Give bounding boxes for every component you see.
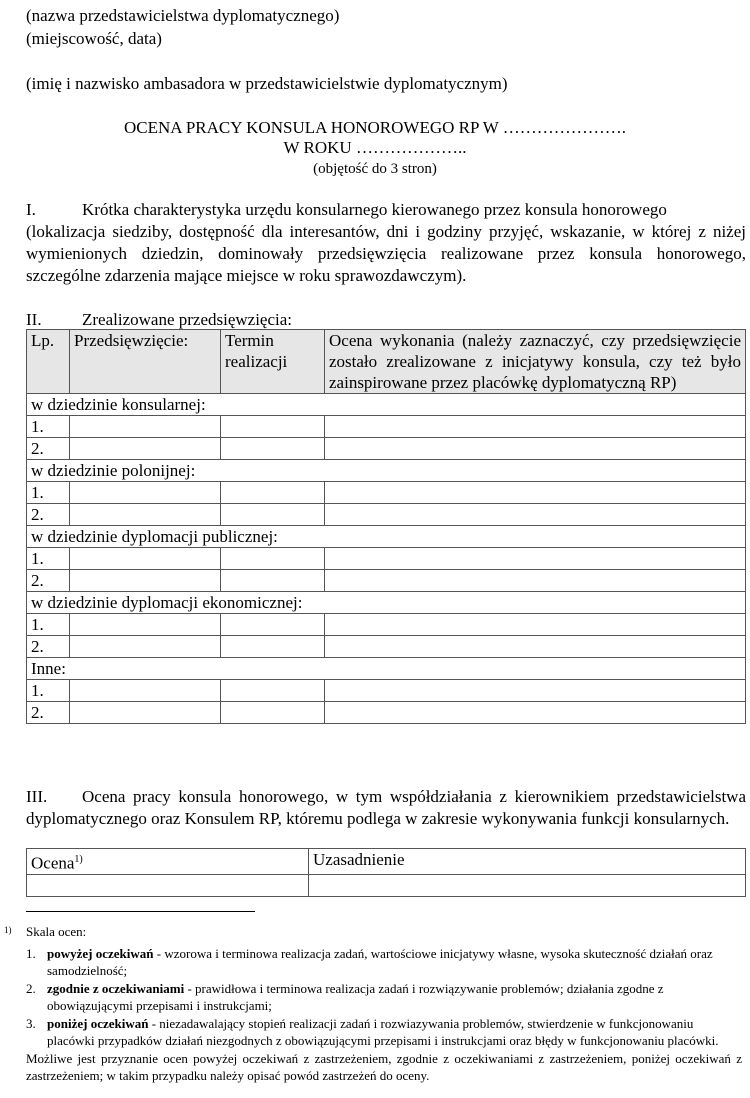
section-2-title: Zrealizowane przedsięwzięcia: bbox=[82, 310, 293, 329]
rating-description: - wzorowa i terminowa realizacja zadań, wartościowe inicjatywy własne, wysoka skuteczność działań oraz samodzielność; bbox=[47, 946, 713, 978]
group-row bbox=[27, 526, 746, 548]
assessment-cell[interactable] bbox=[325, 548, 746, 570]
section-1-text: (lokalizacja siedziby, dostępność dla interesantów, dni i godziny przyjęć, wskazanie, w której z niżej wymienionych dziedzin, dominowały przedsięwzięcia realizowane przez konsula honorowego, szczególne zdarzenia mające miejsce w roku sprawozdawczym). bbox=[26, 222, 746, 285]
table-row bbox=[27, 504, 746, 526]
project-cell[interactable] bbox=[70, 438, 221, 460]
deadline-cell[interactable] bbox=[221, 504, 325, 526]
rating-note: Możliwe jest przyznanie ocen powyżej oczekiwań z zastrzeżeniem, zgodnie z oczekiwaniami z zastrzeżeniem, poniżej oczekiwań z zastrzeżeniem; w takim przypadku należy opisać powód zastrzeżeń do oceny. bbox=[26, 1051, 742, 1083]
group-row bbox=[27, 394, 746, 416]
group-row bbox=[27, 592, 746, 614]
col-header-lp: Lp. bbox=[27, 330, 70, 394]
rating-term: poniżej oczekiwań bbox=[47, 1016, 149, 1031]
mission-name-placeholder: (nazwa przedstawicielstwa dyplomatycznego) bbox=[26, 6, 340, 25]
deadline-cell[interactable] bbox=[221, 570, 325, 592]
table-row bbox=[27, 482, 746, 504]
deadline-cell[interactable] bbox=[221, 438, 325, 460]
row-number: 2. bbox=[27, 636, 70, 658]
assessment-cell[interactable] bbox=[325, 438, 746, 460]
project-cell[interactable] bbox=[70, 416, 221, 438]
project-cell[interactable] bbox=[70, 702, 221, 724]
table-row bbox=[27, 416, 746, 438]
section-2-heading bbox=[26, 309, 292, 331]
table-row bbox=[27, 438, 746, 460]
item-number: 2. bbox=[26, 981, 36, 996]
project-cell[interactable] bbox=[70, 482, 221, 504]
assessment-cell[interactable] bbox=[325, 482, 746, 504]
col-header-deadline: Termin realizacji bbox=[221, 330, 325, 394]
document-title: OCENA PRACY KONSULA HONOROWEGO RP W …………………. bbox=[123, 118, 626, 137]
table-row bbox=[27, 680, 746, 702]
row-number: 1. bbox=[27, 482, 70, 504]
justification-cell[interactable] bbox=[309, 874, 746, 896]
projects-table bbox=[26, 329, 746, 724]
item-number: 3. bbox=[26, 1016, 36, 1031]
table-header-row bbox=[27, 330, 746, 394]
footnote-title: Skala ocen: bbox=[26, 924, 87, 939]
row-number: 2. bbox=[27, 702, 70, 724]
assessment-cell[interactable] bbox=[325, 680, 746, 702]
assessment-row bbox=[27, 874, 746, 896]
row-number: 2. bbox=[27, 570, 70, 592]
section-3-number: III. bbox=[26, 787, 48, 806]
deadline-cell[interactable] bbox=[221, 702, 325, 724]
assessment-cell[interactable] bbox=[325, 702, 746, 724]
deadline-cell[interactable] bbox=[221, 636, 325, 658]
project-cell[interactable] bbox=[70, 680, 221, 702]
project-cell[interactable] bbox=[70, 570, 221, 592]
rating-term: powyżej oczekiwań bbox=[47, 946, 154, 961]
footnote-marker: 1) bbox=[4, 925, 12, 935]
col-header-assessment: Ocena wykonania (należy zaznaczyć, czy przedsięwzięcie zostało zrealizowane z inicjatywy konsula, czy też było zainspirowane przez placówkę dyplomatyczną RP) bbox=[325, 330, 746, 394]
deadline-cell[interactable] bbox=[221, 548, 325, 570]
section-2-number: II. bbox=[26, 310, 42, 329]
rating-description: - niezadawalający stopień realizacji zadań i rozwiazywania problemów, stwierdzenie w funkcjonowaniu placówki przypadków działań niezgodnych z obowiązującymi przepisami i instrukcjami oraz błędy w funkcjonowaniu placówki. bbox=[47, 1016, 719, 1048]
section-3 bbox=[26, 786, 746, 830]
deadline-cell[interactable] bbox=[221, 680, 325, 702]
project-cell[interactable] bbox=[70, 614, 221, 636]
rating-cell[interactable] bbox=[27, 874, 309, 896]
assessment-header-row bbox=[27, 849, 746, 875]
section-3-text: Ocena pracy konsula honorowego, w tym współdziałania z kierownikiem przedstawicielstwa dyplomatycznego oraz Konsulem RP, któremu podlega w zakresie wykonywania funkcji konsularnych. bbox=[26, 787, 746, 828]
rating-description: - prawidłowa i terminowa realizacja zadań i rozwiązywanie problemów; działania zgodne z obowiązującymi przepisami i instrukcjami; bbox=[47, 981, 664, 1013]
row-number: 1. bbox=[27, 614, 70, 636]
table-row bbox=[27, 548, 746, 570]
col-header-justification: Uzasadnienie bbox=[309, 849, 746, 875]
assessment-cell[interactable] bbox=[325, 636, 746, 658]
project-cell[interactable] bbox=[70, 504, 221, 526]
group-label: w dziedzinie dyplomacji publicznej: bbox=[27, 526, 746, 548]
group-label: w dziedzinie konsularnej: bbox=[27, 394, 746, 416]
deadline-cell[interactable] bbox=[221, 482, 325, 504]
table-row bbox=[27, 702, 746, 724]
deadline-cell[interactable] bbox=[221, 614, 325, 636]
assessment-table bbox=[26, 848, 746, 897]
assessment-cell[interactable] bbox=[325, 416, 746, 438]
table-row bbox=[27, 570, 746, 592]
project-cell[interactable] bbox=[70, 548, 221, 570]
assessment-cell[interactable] bbox=[325, 504, 746, 526]
document-title-year: W ROKU ……………….. bbox=[283, 138, 467, 157]
row-number: 2. bbox=[27, 504, 70, 526]
rating-scale-list bbox=[26, 946, 742, 1084]
row-number: 1. bbox=[27, 548, 70, 570]
table-row bbox=[27, 636, 746, 658]
footnote-separator bbox=[26, 911, 255, 912]
footnote-ref: 1) bbox=[74, 854, 83, 865]
assessment-cell[interactable] bbox=[325, 570, 746, 592]
group-label: Inne: bbox=[27, 658, 746, 680]
deadline-cell[interactable] bbox=[221, 416, 325, 438]
table-row bbox=[27, 614, 746, 636]
group-label: w dziedzinie polonijnej: bbox=[27, 460, 746, 482]
col-header-project: Przedsięwzięcie: bbox=[70, 330, 221, 394]
item-number: 1. bbox=[26, 946, 36, 961]
rating-term: zgodnie z oczekiwaniami bbox=[47, 981, 185, 996]
rating-scale-item bbox=[26, 981, 742, 1014]
rating-scale-item bbox=[26, 1016, 742, 1049]
section-1-number: I. bbox=[26, 200, 36, 219]
group-row bbox=[27, 460, 746, 482]
volume-note: (objętość do 3 stron) bbox=[313, 161, 437, 177]
col-header-rating: Ocena$^{1)}$ bbox=[27, 849, 309, 875]
group-row bbox=[27, 658, 746, 680]
row-number: 1. bbox=[27, 680, 70, 702]
ambassador-placeholder: (imię i nazwisko ambasadora w przedstawicielstwie dyplomatycznym) bbox=[26, 74, 508, 93]
group-label: w dziedzinie dyplomacji ekonomicznej: bbox=[27, 592, 746, 614]
row-number: 2. bbox=[27, 438, 70, 460]
row-number: 1. bbox=[27, 416, 70, 438]
project-cell[interactable] bbox=[70, 636, 221, 658]
rating-scale-item bbox=[26, 946, 742, 979]
section-1-heading: Krótka charakterystyka urzędu konsularnego kierowanego przez konsula honorowego bbox=[82, 200, 667, 219]
place-date-placeholder: (miejscowość, data) bbox=[26, 29, 162, 48]
assessment-cell[interactable] bbox=[325, 614, 746, 636]
section-1 bbox=[26, 199, 746, 287]
